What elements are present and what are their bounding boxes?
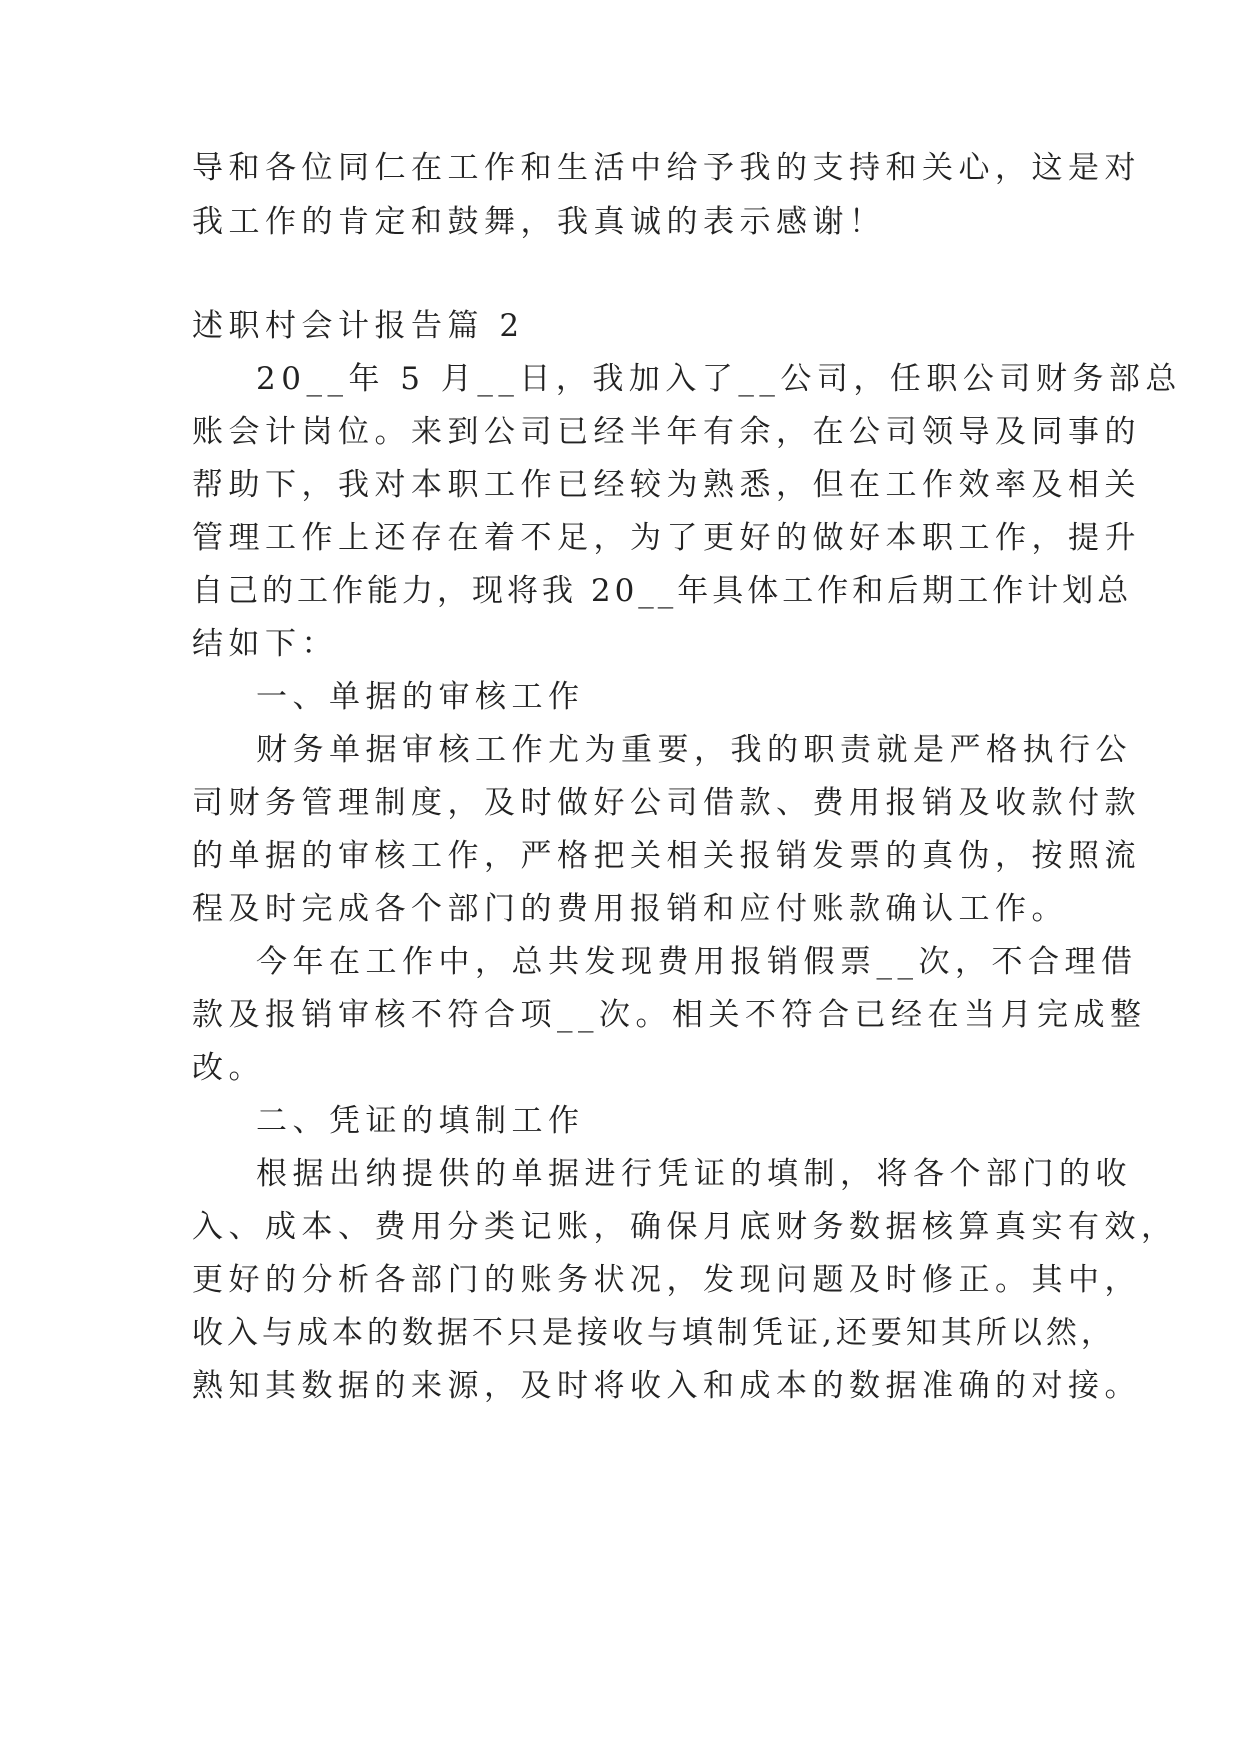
- paragraph-1-line-1: 20__年 5 月__日，我加入了__公司，任职公司财务部总: [256, 361, 1182, 397]
- paragraph-3-line-2: 款及报销审核不符合项__次。相关不符合已经在当月完成整: [192, 997, 1147, 1033]
- intro-line-1: 导和各位同仁在工作和生活中给予我的支持和关心，这是对: [192, 150, 1141, 186]
- paragraph-2-line-4: 程及时完成各个部门的费用报销和应付账款确认工作。: [192, 891, 1068, 927]
- paragraph-4-line-5: 熟知其数据的来源，及时将收入和成本的数据准确的对接。: [192, 1368, 1141, 1404]
- heading-audit-work: 一、单据的审核工作: [256, 679, 585, 715]
- paragraph-4-line-3: 更好的分析各部门的账务状况，发现问题及时修正。其中，: [192, 1262, 1141, 1298]
- paragraph-2-line-3: 的单据的审核工作，严格把关相关报销发票的真伪，按照流: [192, 838, 1141, 874]
- paragraph-1-line-5: 自己的工作能力，现将我 20__年具体工作和后期工作计划总: [192, 573, 1133, 609]
- intro-line-2: 我工作的肯定和鼓舞，我真诚的表示感谢！: [192, 204, 886, 240]
- paragraph-2-line-2: 司财务管理制度，及时做好公司借款、费用报销及收款付款: [192, 785, 1141, 821]
- section-title: 述职村会计报告篇 2: [192, 308, 525, 344]
- paragraph-3-line-1: 今年在工作中，总共发现费用报销假票__次，不合理借: [256, 944, 1138, 980]
- heading-voucher-work: 二、凭证的填制工作: [256, 1103, 585, 1139]
- paragraph-3-line-3: 改。: [192, 1050, 265, 1086]
- paragraph-1-line-6: 结如下：: [192, 626, 338, 662]
- paragraph-4-line-4: 收入与成本的数据不只是接收与填制凭证,还要知其所以然，: [192, 1315, 1116, 1351]
- paragraph-1-line-3: 帮助下，我对本职工作已经较为熟悉，但在工作效率及相关: [192, 467, 1141, 503]
- paragraph-1-line-4: 管理工作上还存在着不足，为了更好的做好本职工作，提升: [192, 520, 1141, 556]
- paragraph-2-line-1: 财务单据审核工作尤为重要，我的职责就是严格执行公: [256, 732, 1132, 768]
- paragraph-4-line-2: 入、成本、费用分类记账，确保月底财务数据核算真实有效，: [192, 1209, 1178, 1245]
- paragraph-4-line-1: 根据出纳提供的单据进行凭证的填制，将各个部门的收: [256, 1156, 1132, 1192]
- paragraph-1-line-2: 账会计岗位。来到公司已经半年有余，在公司领导及同事的: [192, 414, 1141, 450]
